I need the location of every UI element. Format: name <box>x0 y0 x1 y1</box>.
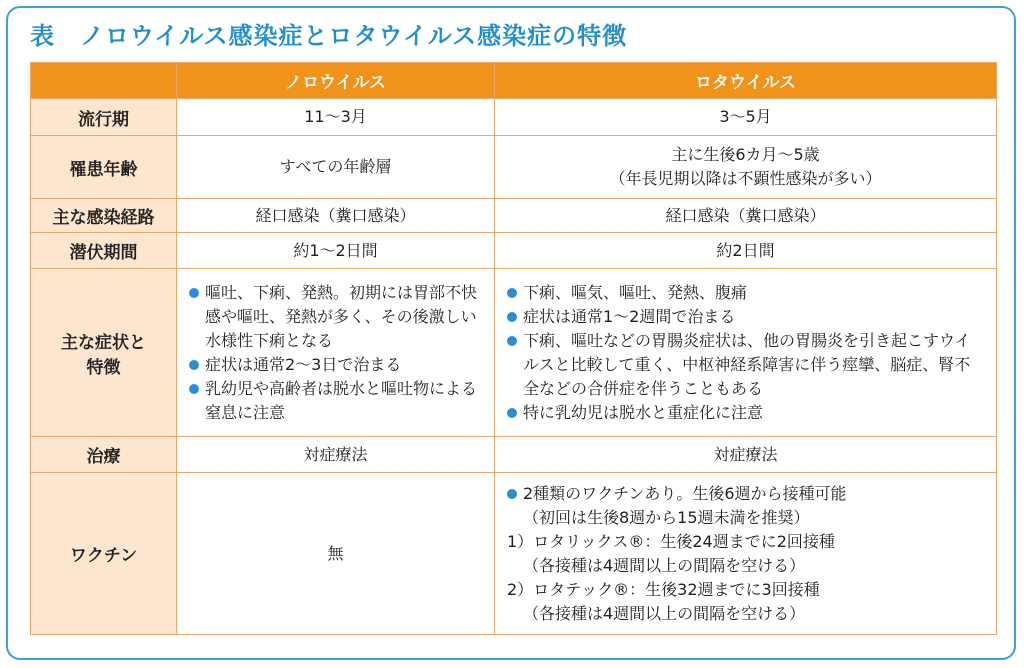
noro-age: すべての年齢層 <box>177 136 495 199</box>
rota-route: 経口感染（糞口感染） <box>495 199 997 233</box>
rota-vaccine <box>495 473 997 635</box>
header-empty-cell <box>31 63 177 99</box>
header-norovirus: ノロウイルス <box>177 63 495 99</box>
row-incubation <box>31 233 997 269</box>
row-vaccine <box>31 473 997 635</box>
rota-age <box>495 136 997 199</box>
label-season: 流行期 <box>31 99 177 136</box>
rota-symptom-item: 下痢、嘔吐などの胃腸炎症状は、他の胃腸炎を引き起こすウイルスと比較して重く、中枢神経系障害に伴う痙攣、脳症、腎不全などの合併症を伴うこともある <box>505 329 986 401</box>
label-symptoms <box>31 269 177 437</box>
noro-symptoms <box>177 269 495 437</box>
rota-vaccine-bullet: 2種類のワクチンあり。生後6週から接種可能 <box>505 482 986 506</box>
row-route <box>31 199 997 233</box>
label-route: 主な感染経路 <box>31 199 177 233</box>
rota-vaccine-item2-note: （各接種は4週間以上の間隔を空ける） <box>523 603 806 623</box>
noro-vaccine: 無 <box>177 473 495 635</box>
noro-symptom-item: 乳幼児や高齢者は脱水と嘔吐物による窒息に注意 <box>187 377 486 425</box>
rota-symptom-item: 特に乳幼児は脱水と重症化に注意 <box>505 401 986 425</box>
noro-symptom-item: 嘔吐、下痢、発熱。初期には胃部不快感や嘔吐、発熱が多く、その後激しい水様性下痢となる <box>187 281 486 353</box>
rota-vaccine-item1: 1）ロタリックス®：生後24週までに2回接種 <box>507 531 835 551</box>
rota-treatment: 対症療法 <box>495 437 997 473</box>
noro-treatment: 対症療法 <box>177 437 495 473</box>
label-symptoms-line2: 特徴 <box>86 357 121 378</box>
label-incubation: 潜伏期間 <box>31 233 177 269</box>
rota-vaccine-note: （初回は生後8週から15週未満を推奨） <box>523 507 810 527</box>
row-age <box>31 136 997 199</box>
rota-age-line1: 主に生後6カ月〜5歳 <box>671 145 820 164</box>
label-treatment: 治療 <box>31 437 177 473</box>
rota-incubation: 約2日間 <box>495 233 997 269</box>
rota-vaccine-item2: 2）ロタテック®：生後32週までに3回接種 <box>507 579 820 599</box>
rota-symptom-item: 下痢、嘔気、嘔吐、発熱、腹痛 <box>505 281 986 305</box>
label-age: 罹患年齢 <box>31 136 177 199</box>
label-vaccine: ワクチン <box>31 473 177 635</box>
noro-symptom-item: 症状は通常2〜3日で治まる <box>187 353 486 377</box>
noro-incubation: 約1〜2日間 <box>177 233 495 269</box>
label-symptoms-line1: 主な症状と <box>61 332 146 353</box>
row-season <box>31 99 997 136</box>
rota-vaccine-item1-note: （各接種は4週間以上の間隔を空ける） <box>523 555 806 575</box>
noro-route: 経口感染（糞口感染） <box>177 199 495 233</box>
rota-symptoms <box>495 269 997 437</box>
rota-season: 3〜5月 <box>495 99 997 136</box>
rota-age-line2: （年長児期以降は不顕性感染が多い） <box>609 169 882 188</box>
header-row <box>31 63 997 99</box>
rota-symptom-item: 症状は通常1〜2週間で治まる <box>505 305 986 329</box>
header-rotavirus: ロタウイルス <box>495 63 997 99</box>
noro-season: 11〜3月 <box>177 99 495 136</box>
page-title: 表 ノロウイルス感染症とロタウイルス感染症の特徴 <box>30 22 628 50</box>
comparison-table <box>30 62 997 635</box>
row-symptoms <box>31 269 997 437</box>
row-treatment <box>31 437 997 473</box>
